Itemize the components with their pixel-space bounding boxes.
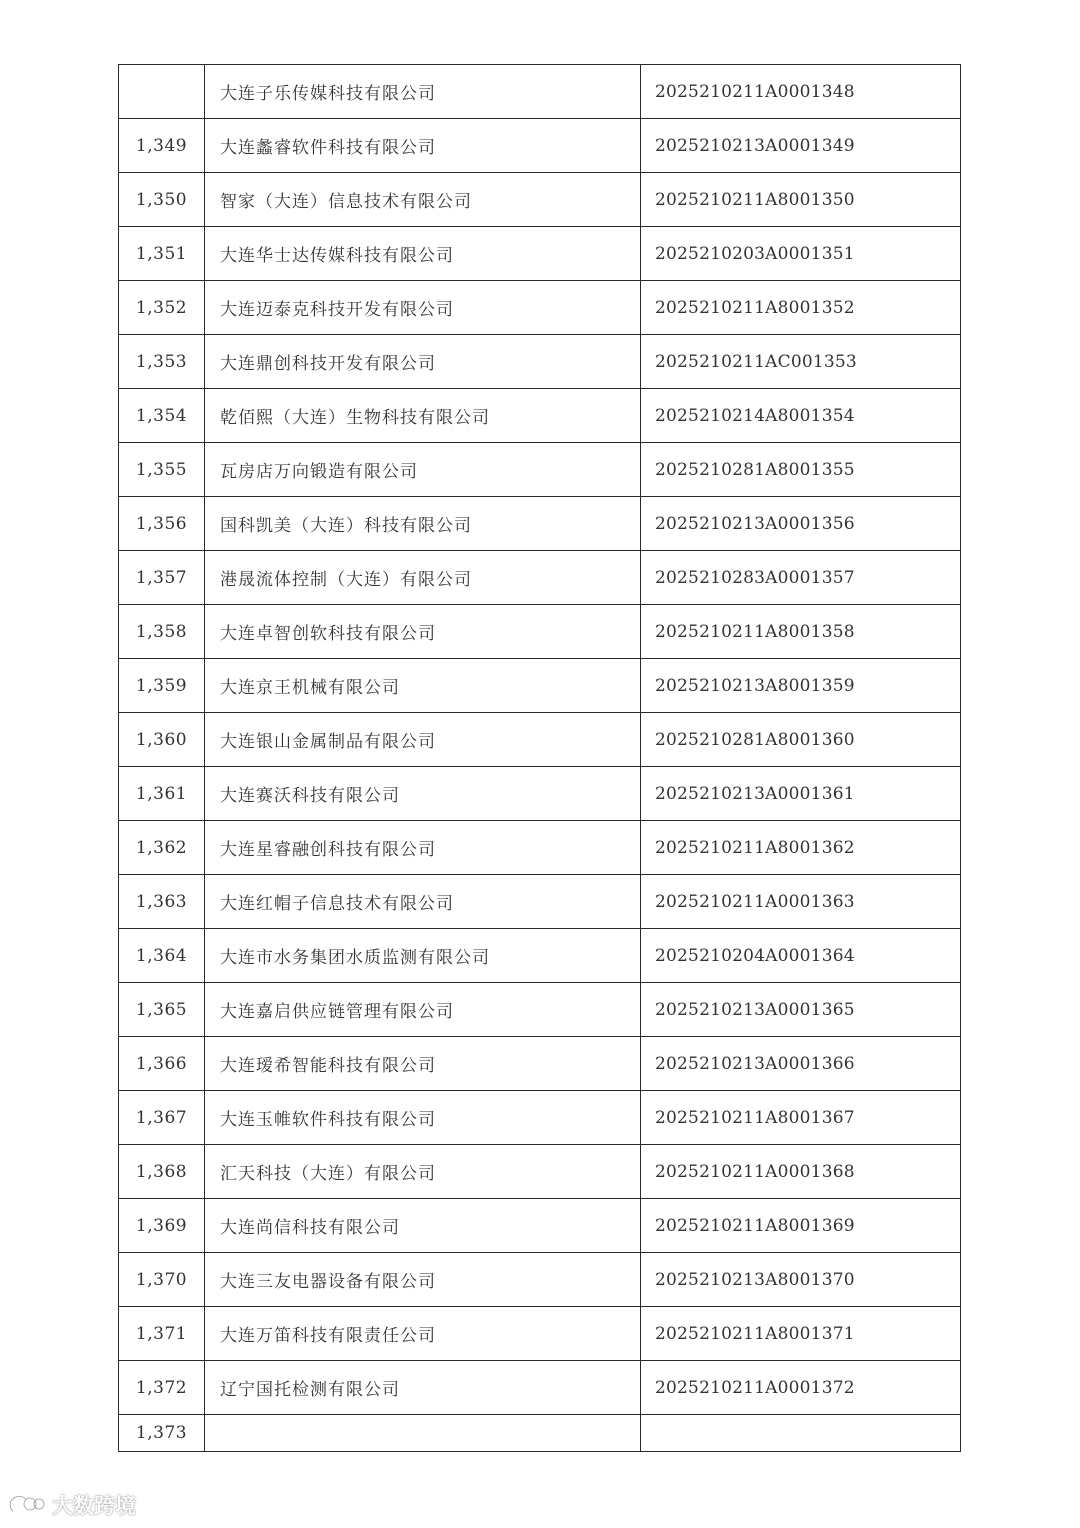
registration-code-cell: 2025210281A8001355 — [641, 443, 961, 497]
table-row — [119, 551, 961, 605]
registration-code-cell — [641, 1415, 961, 1452]
registration-code-cell: 2025210211A0001348 — [641, 65, 961, 119]
registration-code-cell: 2025210211A8001358 — [641, 605, 961, 659]
company-name-cell: 大连嘉启供应链管理有限公司 — [205, 983, 641, 1037]
row-number-cell: 1,352 — [119, 281, 205, 335]
table-row — [119, 713, 961, 767]
registration-code-cell: 2025210283A0001357 — [641, 551, 961, 605]
registration-code-cell: 2025210211AC001353 — [641, 335, 961, 389]
row-number-cell — [119, 65, 205, 119]
registration-code-cell: 2025210213A0001349 — [641, 119, 961, 173]
table-row — [119, 1307, 961, 1361]
table-row — [119, 1145, 961, 1199]
company-name-cell: 智家（大连）信息技术有限公司 — [205, 173, 641, 227]
registration-code-cell: 2025210211A0001368 — [641, 1145, 961, 1199]
registration-code-cell: 2025210211A8001352 — [641, 281, 961, 335]
company-name-cell: 汇天科技（大连）有限公司 — [205, 1145, 641, 1199]
company-name-cell: 大连迈泰克科技开发有限公司 — [205, 281, 641, 335]
registration-code-cell: 2025210204A0001364 — [641, 929, 961, 983]
watermark — [6, 1490, 136, 1520]
table-row — [119, 767, 961, 821]
row-number-cell: 1,361 — [119, 767, 205, 821]
company-name-cell: 大连红帽子信息技术有限公司 — [205, 875, 641, 929]
company-name-cell: 港晟流体控制（大连）有限公司 — [205, 551, 641, 605]
company-name-cell: 瓦房店万向锻造有限公司 — [205, 443, 641, 497]
company-name-cell: 大连三友电器设备有限公司 — [205, 1253, 641, 1307]
row-number-cell: 1,369 — [119, 1199, 205, 1253]
brand-logo-icon — [6, 1492, 46, 1518]
registration-code-cell: 2025210211A8001367 — [641, 1091, 961, 1145]
table-body — [119, 65, 961, 1452]
row-number-cell: 1,372 — [119, 1361, 205, 1415]
row-number-cell: 1,355 — [119, 443, 205, 497]
row-number-cell: 1,359 — [119, 659, 205, 713]
table-row — [119, 1415, 961, 1452]
company-name-cell: 大连星睿融创科技有限公司 — [205, 821, 641, 875]
company-registration-table — [118, 64, 961, 1452]
registration-code-cell: 2025210211A8001369 — [641, 1199, 961, 1253]
table-row — [119, 929, 961, 983]
company-name-cell: 大连瑷希智能科技有限公司 — [205, 1037, 641, 1091]
row-number-cell: 1,370 — [119, 1253, 205, 1307]
watermark-text: 大数跨境 — [52, 1494, 136, 1518]
table-row — [119, 443, 961, 497]
row-number-cell: 1,349 — [119, 119, 205, 173]
table-row — [119, 173, 961, 227]
table-row — [119, 497, 961, 551]
company-name-cell — [205, 1415, 641, 1452]
registration-code-cell: 2025210213A8001359 — [641, 659, 961, 713]
row-number-cell: 1,353 — [119, 335, 205, 389]
company-name-cell: 大连蠡睿软件科技有限公司 — [205, 119, 641, 173]
company-name-cell: 大连赛沃科技有限公司 — [205, 767, 641, 821]
company-name-cell: 大连银山金属制品有限公司 — [205, 713, 641, 767]
registration-code-cell: 2025210213A8001370 — [641, 1253, 961, 1307]
table-row — [119, 659, 961, 713]
registration-code-cell: 2025210213A0001366 — [641, 1037, 961, 1091]
table-row — [119, 983, 961, 1037]
table-row — [119, 119, 961, 173]
row-number-cell: 1,364 — [119, 929, 205, 983]
registration-code-cell: 2025210213A0001365 — [641, 983, 961, 1037]
company-name-cell: 大连华士达传媒科技有限公司 — [205, 227, 641, 281]
registration-code-cell: 2025210203A0001351 — [641, 227, 961, 281]
row-number-cell: 1,363 — [119, 875, 205, 929]
registration-code-cell: 2025210214A8001354 — [641, 389, 961, 443]
table-row — [119, 389, 961, 443]
registration-code-cell: 2025210281A8001360 — [641, 713, 961, 767]
registration-code-cell: 2025210213A0001361 — [641, 767, 961, 821]
row-number-cell: 1,362 — [119, 821, 205, 875]
row-number-cell: 1,365 — [119, 983, 205, 1037]
company-name-cell: 大连京王机械有限公司 — [205, 659, 641, 713]
company-name-cell: 大连子乐传媒科技有限公司 — [205, 65, 641, 119]
table-row — [119, 605, 961, 659]
registration-code-cell: 2025210211A8001371 — [641, 1307, 961, 1361]
company-name-cell: 大连尚信科技有限公司 — [205, 1199, 641, 1253]
company-name-cell: 国科凯美（大连）科技有限公司 — [205, 497, 641, 551]
row-number-cell: 1,373 — [119, 1415, 205, 1452]
row-number-cell: 1,368 — [119, 1145, 205, 1199]
company-name-cell: 大连鼎创科技开发有限公司 — [205, 335, 641, 389]
company-name-cell: 大连卓智创软科技有限公司 — [205, 605, 641, 659]
row-number-cell: 1,366 — [119, 1037, 205, 1091]
row-number-cell: 1,357 — [119, 551, 205, 605]
table-row — [119, 1199, 961, 1253]
registration-code-cell: 2025210211A8001350 — [641, 173, 961, 227]
table-row — [119, 281, 961, 335]
registration-code-cell: 2025210213A0001356 — [641, 497, 961, 551]
table-row — [119, 1091, 961, 1145]
row-number-cell: 1,360 — [119, 713, 205, 767]
table-row — [119, 1361, 961, 1415]
company-name-cell: 辽宁国托检测有限公司 — [205, 1361, 641, 1415]
row-number-cell: 1,350 — [119, 173, 205, 227]
company-name-cell: 大连玉帷软件科技有限公司 — [205, 1091, 641, 1145]
row-number-cell: 1,351 — [119, 227, 205, 281]
registration-code-cell: 2025210211A0001363 — [641, 875, 961, 929]
table-row — [119, 1037, 961, 1091]
table-row — [119, 335, 961, 389]
table-row — [119, 821, 961, 875]
row-number-cell: 1,367 — [119, 1091, 205, 1145]
row-number-cell: 1,356 — [119, 497, 205, 551]
table-row — [119, 1253, 961, 1307]
row-number-cell: 1,354 — [119, 389, 205, 443]
registration-code-cell: 2025210211A0001372 — [641, 1361, 961, 1415]
table-row — [119, 875, 961, 929]
row-number-cell: 1,371 — [119, 1307, 205, 1361]
company-name-cell: 乾佰熙（大连）生物科技有限公司 — [205, 389, 641, 443]
registration-code-cell: 2025210211A8001362 — [641, 821, 961, 875]
row-number-cell: 1,358 — [119, 605, 205, 659]
table-row — [119, 227, 961, 281]
company-name-cell: 大连万笛科技有限责任公司 — [205, 1307, 641, 1361]
table-row — [119, 65, 961, 119]
company-name-cell: 大连市水务集团水质监测有限公司 — [205, 929, 641, 983]
